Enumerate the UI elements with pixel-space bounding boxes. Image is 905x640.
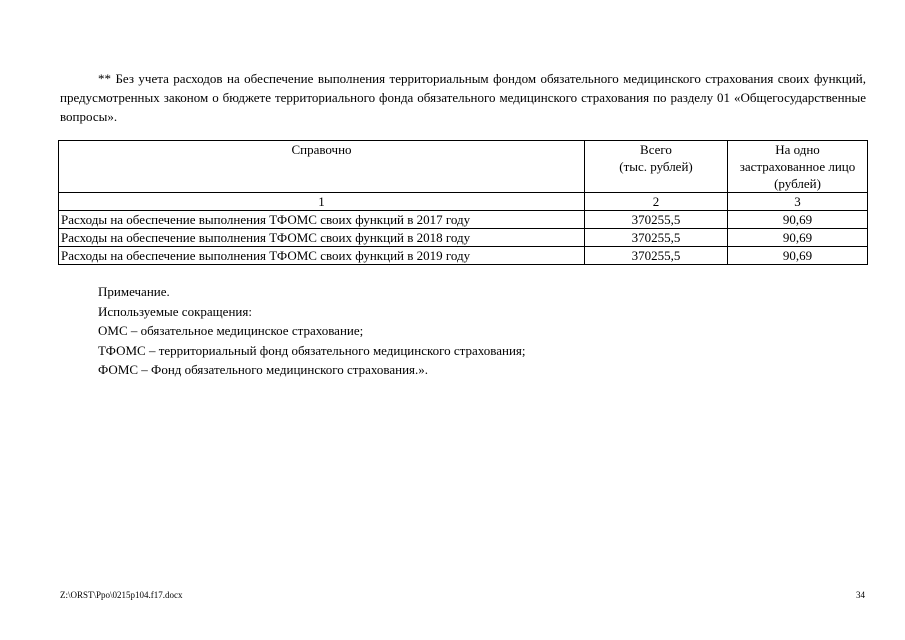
row-per-person: 90,69 (728, 229, 868, 247)
table-row (59, 229, 868, 247)
footer-file-path: Z:\ORST\Ppo\0215p104.f17.docx (60, 590, 183, 600)
header-per-person (728, 141, 868, 193)
table-header-row (59, 141, 868, 193)
header-per-person-line2: застрахованное лицо (739, 159, 856, 174)
header-total-line1: Всего (640, 142, 672, 157)
table-row (59, 211, 868, 229)
column-number: 1 (59, 193, 585, 211)
row-total: 370255,5 (585, 211, 728, 229)
row-per-person: 90,69 (728, 247, 868, 265)
row-label: Расходы на обеспечение выполнения ТФОМС своих функций в 2018 году (59, 229, 585, 247)
column-number: 2 (585, 193, 728, 211)
header-per-person-line1: На одно (775, 142, 820, 157)
header-total-line2: (тыс. рублей) (619, 159, 693, 174)
row-per-person: 90,69 (728, 211, 868, 229)
header-reference-label: Справочно (291, 142, 352, 157)
notes-title: Примечание. (98, 284, 170, 299)
abbreviation-item: ФОМС – Фонд обязательного медицинского страхования.». (98, 362, 429, 377)
reference-table (58, 140, 868, 265)
column-number-row (59, 193, 868, 211)
header-total (585, 141, 728, 193)
row-label: Расходы на обеспечение выполнения ТФОМС своих функций в 2019 году (59, 247, 585, 265)
column-number: 3 (728, 193, 868, 211)
header-reference (59, 141, 585, 193)
footnote-paragraph: ** Без учета расходов на обеспечение выполнения территориальным фондом обязательного медицинского страхования своих функций, предусмотренных законом о бюджете территориального фонда обязательного медицинского страхования по разделу 01 «Общегосударственные вопросы». (60, 71, 866, 124)
abbreviation-item: ОМС – обязательное медицинское страхование; (98, 323, 364, 338)
table-row (59, 247, 868, 265)
notes-section (98, 282, 526, 380)
row-total: 370255,5 (585, 229, 728, 247)
notes-intro: Используемые сокращения: (98, 303, 252, 319)
abbreviation-item: ТФОМС – территориальный фонд обязательного медицинского страхования; (98, 342, 526, 358)
footer-page-number: 34 (856, 590, 865, 600)
row-label: Расходы на обеспечение выполнения ТФОМС своих функций в 2017 году (59, 211, 585, 229)
header-per-person-line3: (рублей) (774, 176, 821, 191)
row-total: 370255,5 (585, 247, 728, 265)
